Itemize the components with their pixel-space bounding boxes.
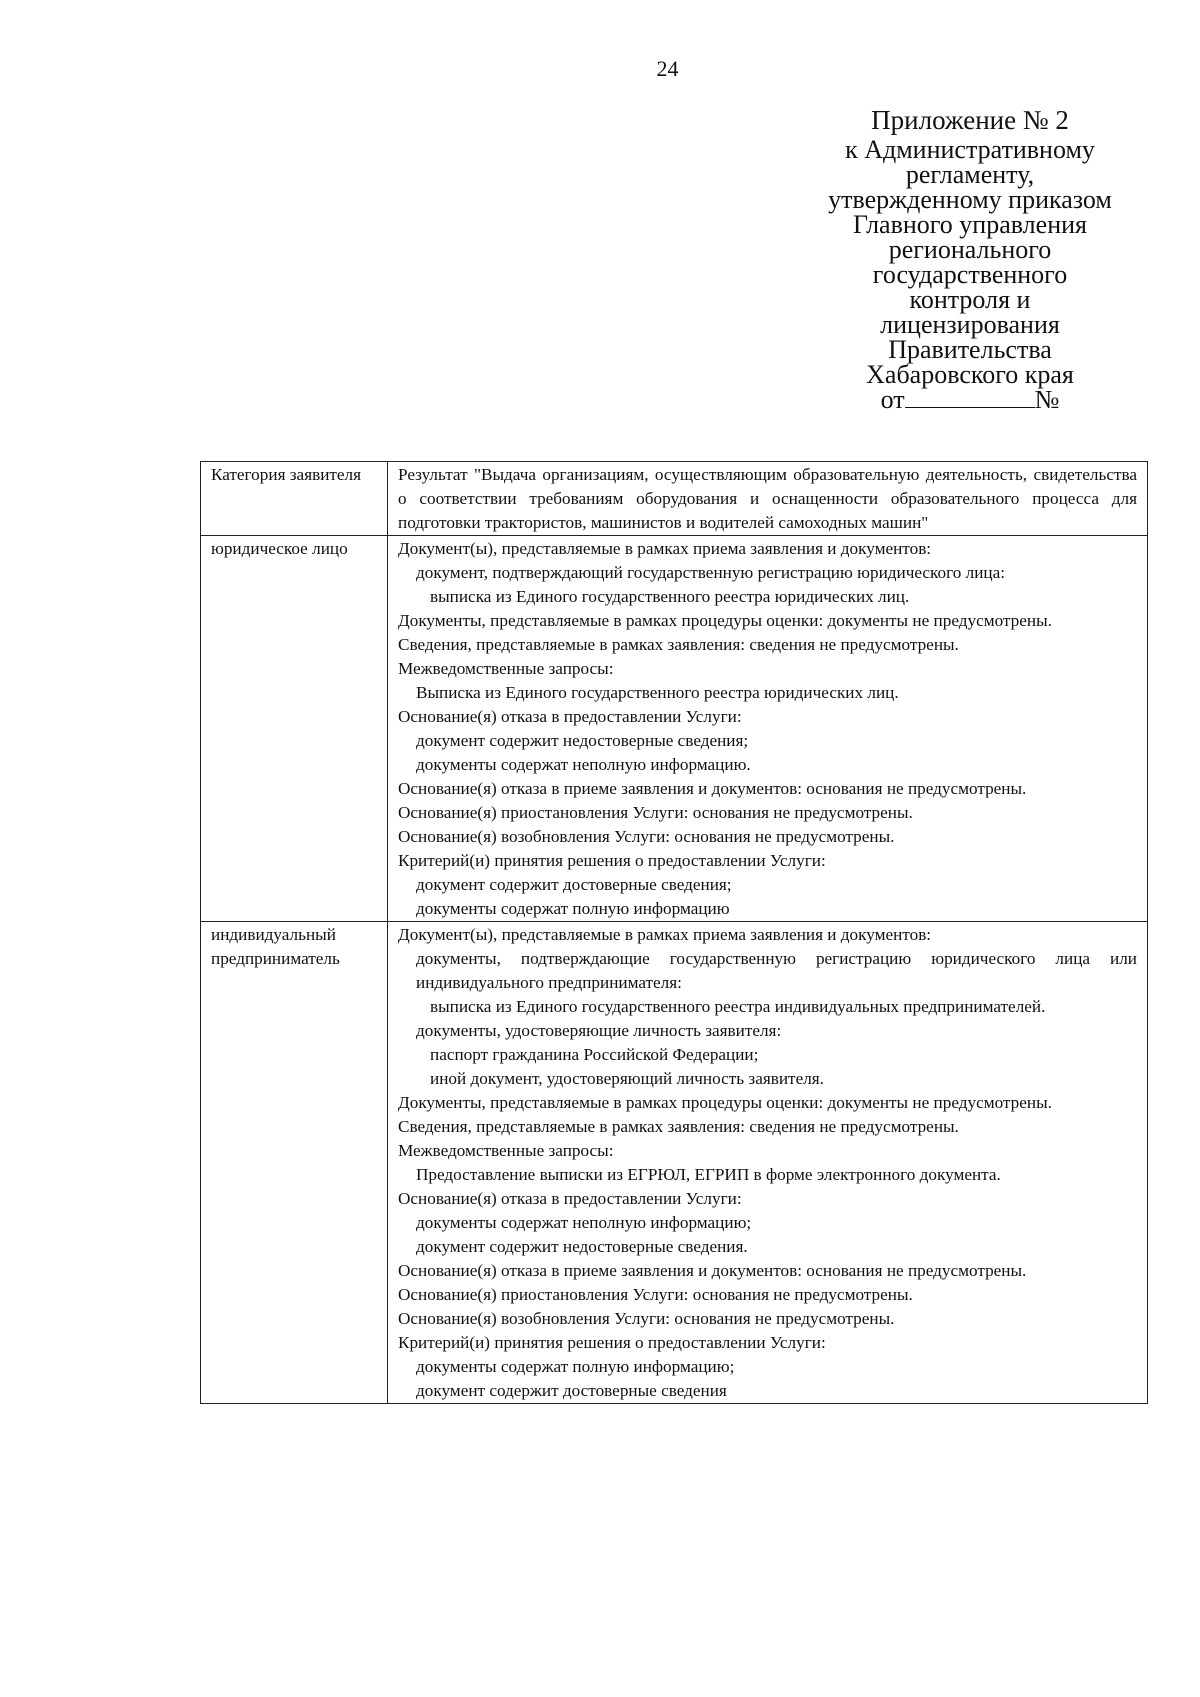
content-line: иной документ, удостоверяющий личность заявителя. — [430, 1069, 824, 1088]
appendix-line: утвержденному приказом — [828, 185, 1112, 214]
content-line: Сведения, представляемые в рамках заявления: сведения не предусмотрены. — [398, 635, 959, 654]
page-number: 24 — [656, 56, 679, 81]
appendix-date-line — [820, 387, 1120, 412]
content-line: Предоставление выписки из ЕГРЮЛ, ЕГРИП в форме электронного документа. — [416, 1165, 1001, 1184]
content-line: Основание(я) возобновления Услуги: основания не предусмотрены. — [398, 1309, 895, 1328]
content-line: документы содержат неполную информацию; — [416, 1213, 752, 1232]
content-line: документ, подтверждающий государственную регистрацию юридического лица: — [416, 563, 1006, 582]
content-line: Основание(я) приостановления Услуги: основания не предусмотрены. — [398, 1285, 913, 1304]
content-line: Документы, представляемые в рамках процедуры оценки: документы не предусмотрены. — [398, 611, 1052, 630]
content-line: Межведомственные запросы: — [398, 659, 614, 678]
content-line: документы, подтверждающие государственную регистрацию юридического лица или индивидуального предпринимателя: — [416, 949, 1137, 992]
appendix-title: Приложение № 2 — [871, 105, 1069, 135]
content-line: Критерий(и) принятия решения о предоставлении Услуги: — [398, 851, 826, 870]
category-cell: индивидуальный предприниматель — [201, 922, 388, 1404]
appendix-line: Главного управления — [853, 210, 1087, 239]
content-line: документы содержат неполную информацию. — [416, 755, 751, 774]
table-row — [201, 922, 1148, 1404]
content-line: Межведомственные запросы: — [398, 1141, 614, 1160]
content-line: выписка из Единого государственного реестра юридических лиц. — [430, 587, 910, 606]
content-line: Основание(я) отказа в приеме заявления и документов: основания не предусмотрены. — [398, 779, 1027, 798]
content-line: документ содержит достоверные сведения — [416, 1381, 727, 1400]
table-header-row — [201, 462, 1148, 536]
table-row — [201, 536, 1148, 922]
appendix-line: Правительства — [888, 335, 1052, 364]
content-line: Основание(я) возобновления Услуги: основания не предусмотрены. — [398, 827, 895, 846]
appendix-line: лицензирования — [880, 310, 1060, 339]
content-line: паспорт гражданина Российской Федерации; — [430, 1045, 759, 1064]
date-prefix: от — [880, 385, 905, 414]
content-line: Основание(я) приостановления Услуги: основания не предусмотрены. — [398, 803, 913, 822]
content-cell — [388, 536, 1148, 922]
content-line: документы, удостоверяющие личность заявителя: — [416, 1021, 782, 1040]
content-line: выписка из Единого государственного реестра индивидуальных предпринимателей. — [430, 997, 1046, 1016]
appendix-line: контроля и — [909, 285, 1031, 314]
content-line: Сведения, представляемые в рамках заявления: сведения не предусмотрены. — [398, 1117, 959, 1136]
content-cell — [388, 922, 1148, 1404]
content-line: Основание(я) отказа в приеме заявления и документов: основания не предусмотрены. — [398, 1261, 1027, 1280]
appendix-line: регламенту, — [905, 160, 1035, 189]
content-line: Документ(ы), представляемые в рамках приема заявления и документов: — [398, 925, 932, 944]
category-cell: юридическое лицо — [201, 536, 388, 922]
content-line: Выписка из Единого государственного реестра юридических лиц. — [416, 683, 899, 702]
appendix-block — [820, 105, 1120, 414]
content-line: документы содержат полную информацию — [416, 899, 730, 918]
content-line: Документ(ы), представляемые в рамках приема заявления и документов: — [398, 539, 932, 558]
appendix-line: Хабаровского края — [866, 360, 1074, 389]
applicant-results-table — [200, 461, 1148, 1404]
content-line: Основание(я) отказа в предоставлении Услуги: — [398, 707, 742, 726]
content-line: Основание(я) отказа в предоставлении Услуги: — [398, 1189, 742, 1208]
content-line: документы содержат полную информацию; — [416, 1357, 735, 1376]
content-line: документ содержит недостоверные сведения. — [416, 1237, 748, 1256]
content-line: документ содержит достоверные сведения; — [416, 875, 732, 894]
number-sign: № — [1034, 385, 1060, 414]
appendix-line: к Административному — [845, 135, 1095, 164]
appendix-line: регионального — [888, 235, 1052, 264]
header-category-cell: Категория заявителя — [201, 462, 388, 536]
date-blank-field — [905, 389, 1035, 408]
appendix-line: государственного — [872, 260, 1068, 289]
content-line: Критерий(и) принятия решения о предоставлении Услуги: — [398, 1333, 826, 1352]
content-line: Документы, представляемые в рамках процедуры оценки: документы не предусмотрены. — [398, 1093, 1052, 1112]
header-result-cell: Результат "Выдача организациям, осуществляющим образовательную деятельность, свидетельства о соответствии требованиям оборудования и оснащенности образовательного процесса для подготовки трактористов, машинистов и водителей самоходных машин" — [388, 462, 1148, 536]
content-line: документ содержит недостоверные сведения; — [416, 731, 749, 750]
